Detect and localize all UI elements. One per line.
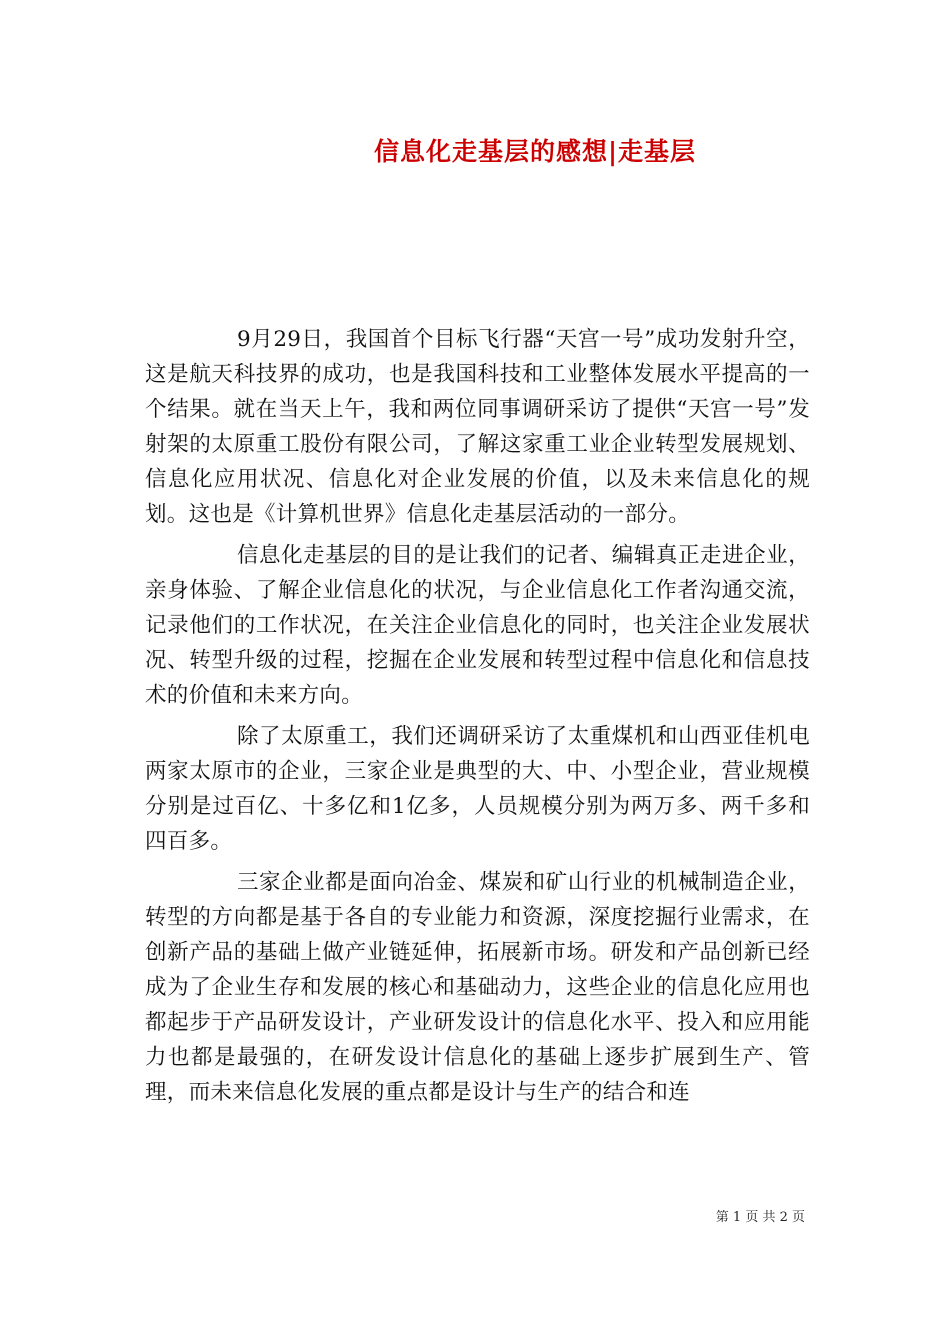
- paragraph-3: 除了太原重工，我们还调研采访了太重煤机和山西亚佳机电两家太原市的企业，三家企业是典型的大、中、小型企业，营业规模分别是过百亿、十多亿和1亿多，人员规模分别为两万多、两千多和四百多。: [145, 724, 810, 854]
- document-title: 信息化走基层的感想|走基层: [373, 137, 697, 166]
- document-body: [145, 322, 810, 1116]
- page-number-footer: 第 1 页 共 2 页: [715, 1210, 805, 1225]
- paragraph-2: 信息化走基层的目的是让我们的记者、编辑真正走进企业，亲身体验、了解企业信息化的状况，与企业信息化工作者沟通交流，记录他们的工作状况，在关注企业信息化的同时，也关注企业发展状况、转型升级的过程，挖掘在企业发展和转型过程中信息化和信息技术的价值和未来方向。: [145, 543, 810, 708]
- paragraph-4: 三家企业都是面向冶金、煤炭和矿山行业的机械制造企业，转型的方向都是基于各自的专业能力和资源，深度挖掘行业需求，在创新产品的基础上做产业链延伸，拓展新市场。研发和产品创新已经成为了企业生存和发展的核心和基础动力，这些企业的信息化应用也都起步于产品研发设计，产业研发设计的信息化水平、投入和应用能力也都是最强的，在研发设计信息化的基础上逐步扩展到生产、管理，而未来信息化发展的重点都是设计与生产的结合和连: [145, 870, 810, 1105]
- paragraph-1: 9月29日，我国首个目标飞行器“天宫一号”成功发射升空，这是航天科技界的成功，也是我国科技和工业整体发展水平提高的一个结果。就在当天上午，我和两位同事调研采访了提供“天宫一号”发射架的太原重工股份有限公司，了解这家重工业企业转型发展规划、信息化应用状况、信息化对企业发展的价值，以及未来信息化的规划。这也是《计算机世界》信息化走基层活动的一部分。: [145, 327, 810, 527]
